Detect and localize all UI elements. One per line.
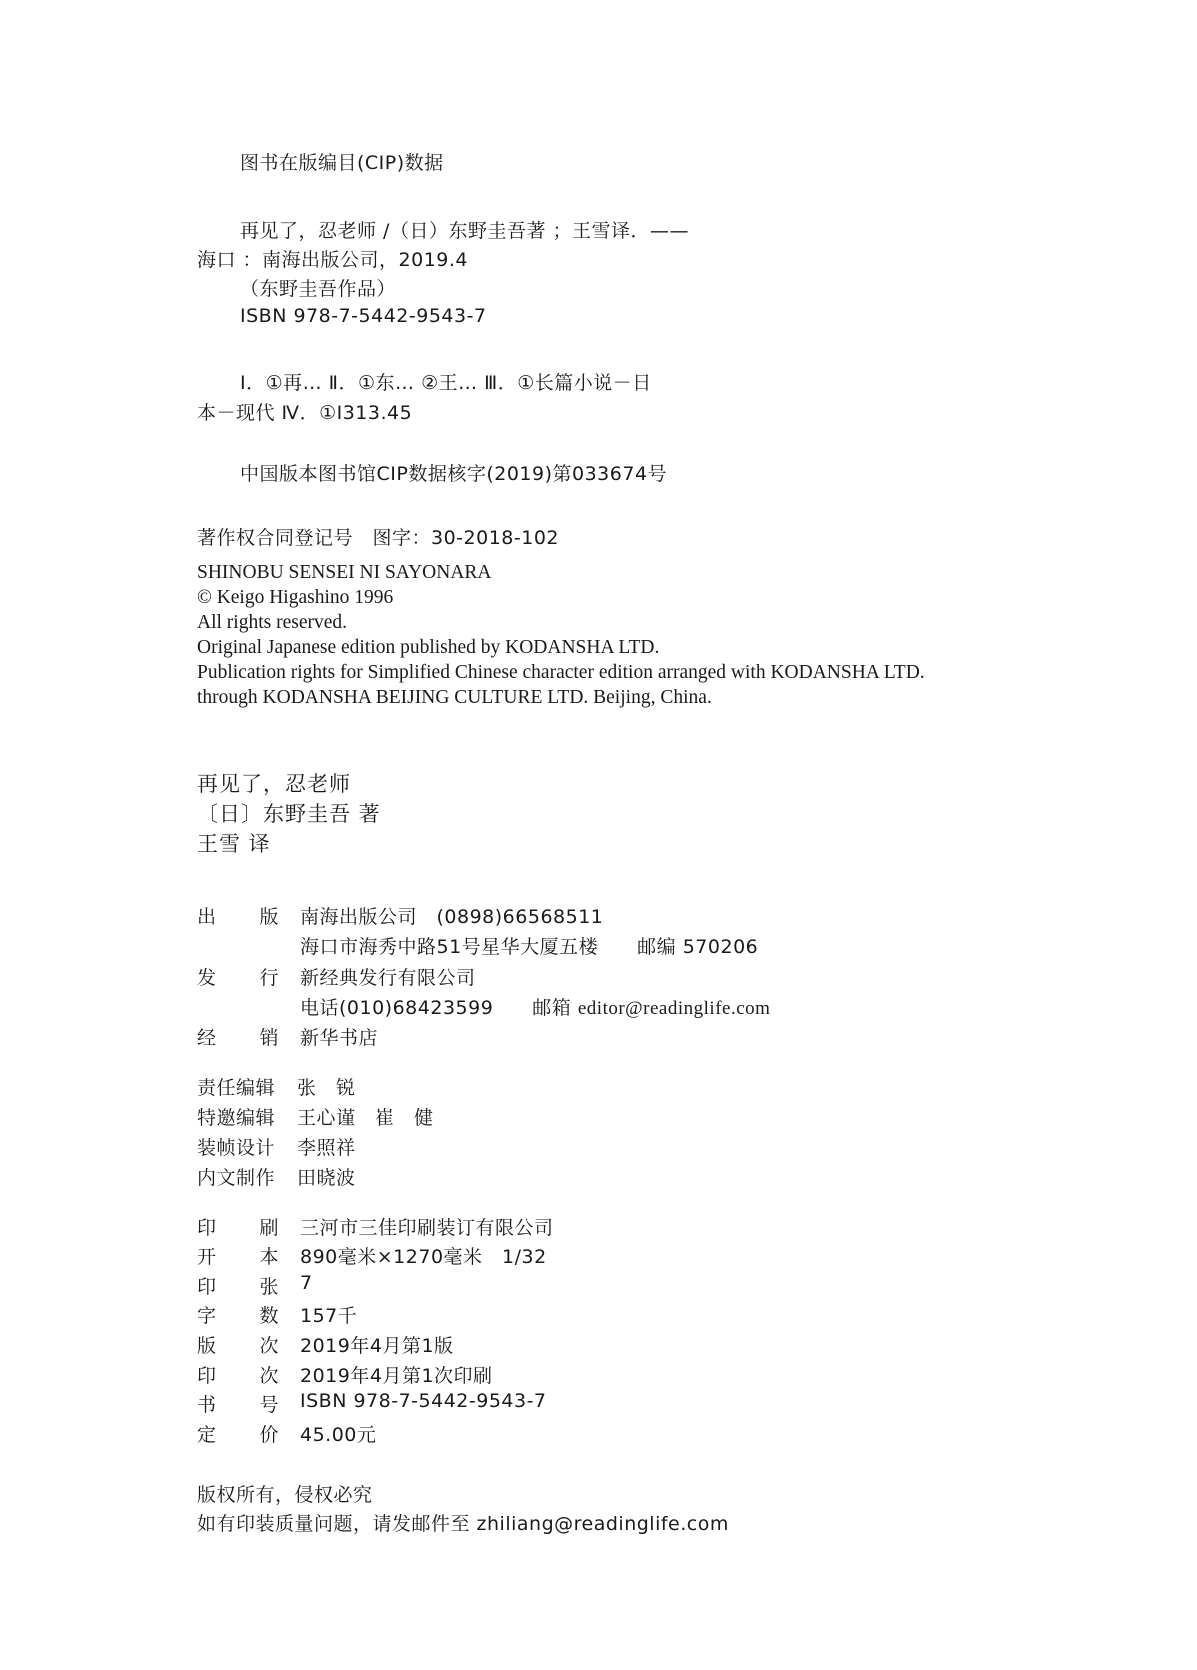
english-line-1: SHINOBU SENSEI NI SAYONARA [197, 562, 492, 583]
seller-value: 新华书店 [300, 1027, 379, 1049]
cip-classification-1: Ⅰ．①再… Ⅱ．①东… ②王… Ⅲ．①长篇小说－日 [240, 372, 652, 394]
spec-row: 印 刷 [197, 1217, 279, 1239]
english-line-2: © Keigo Higashino 1996 [197, 587, 394, 608]
spec-row: 印 次 [197, 1365, 279, 1387]
spec-value: 890毫米×1270毫米 1/32 [300, 1246, 547, 1268]
editor-row: 装帧设计 李照祥 [197, 1137, 356, 1159]
cip-line-2: 海口 ：南海出版公司，2019.4 [197, 249, 469, 271]
publisher-address: 海口市海秀中路51号星华大厦五楼 邮编 570206 [300, 936, 759, 958]
publisher-value: 南海出版公司 (0898)66568511 [300, 906, 604, 928]
cip-line-1: 再见了，忍老师 /（日）东野圭吾著 ；王雪译．—— [240, 220, 689, 242]
distributor-email: editor@readinglife.com [577, 998, 771, 1019]
distributor-value: 新经典发行有限公司 [300, 967, 476, 989]
publisher-row [197, 902, 279, 929]
copyright-registration: 著作权合同登记号 图字：30-2018-102 [197, 527, 560, 549]
english-line-5: Publication rights for Simplified Chinese character edition arranged with KODANSHA LTD. [197, 662, 925, 683]
editor-row: 特邀编辑 王心谨 崔 健 [197, 1107, 434, 1129]
spec-value: ISBN 978-7-5442-9543-7 [300, 1390, 547, 1412]
spec-row: 书 号 [197, 1394, 279, 1416]
distributor-label: 发 行 [197, 967, 279, 989]
english-line-3: All rights reserved. [197, 612, 348, 633]
editor-row: 责任编辑 张 锐 [197, 1077, 356, 1099]
spec-value: 2019年4月第1次印刷 [300, 1365, 493, 1387]
editor-row: 内文制作 田晓波 [197, 1167, 356, 1189]
spec-row: 字 数 [197, 1305, 279, 1327]
rights-notice: 版权所有，侵权必究 [197, 1484, 373, 1506]
distributor-contact [300, 993, 770, 1020]
book-translator: 王雪 译 [197, 832, 271, 856]
spec-row: 印 张 [197, 1276, 279, 1298]
spec-value: 7 [300, 1272, 313, 1294]
seller-label: 经 销 [197, 1027, 279, 1049]
spec-value: 45.00元 [300, 1424, 377, 1446]
quality-notice: 如有印装质量问题，请发邮件至 zhiliang@readinglife.com [197, 1513, 729, 1535]
publisher-label: 出 版 [197, 906, 279, 928]
book-title: 再见了，忍老师 [197, 772, 351, 796]
spec-value: 2019年4月第1版 [300, 1335, 454, 1357]
english-line-6: through KODANSHA BEIJING CULTURE LTD. Beijing, China. [197, 687, 712, 708]
cip-heading: 图书在版编目(CIP)数据 [240, 152, 444, 174]
spec-row: 版 次 [197, 1335, 279, 1357]
spec-row: 开 本 [197, 1246, 279, 1268]
spec-value: 三河市三佳印刷装订有限公司 [300, 1217, 554, 1239]
cip-record-number: 中国版本图书馆CIP数据核字(2019)第033674号 [240, 463, 668, 485]
seller-row [197, 1023, 279, 1050]
cip-classification-2: 本－现代 Ⅳ．①I313.45 [197, 402, 413, 424]
spec-row: 定 价 [197, 1424, 279, 1446]
book-author: 〔日〕东野圭吾 著 [197, 802, 381, 826]
cip-isbn: ISBN 978-7-5442-9543-7 [240, 305, 487, 327]
english-line-4: Original Japanese edition published by KODANSHA LTD. [197, 637, 660, 658]
cip-line-3: （东野圭吾作品） [240, 278, 397, 300]
distributor-row [197, 963, 279, 990]
spec-value: 157千 [300, 1305, 358, 1327]
distributor-phone: 电话(010)68423599 邮箱 [300, 997, 572, 1019]
